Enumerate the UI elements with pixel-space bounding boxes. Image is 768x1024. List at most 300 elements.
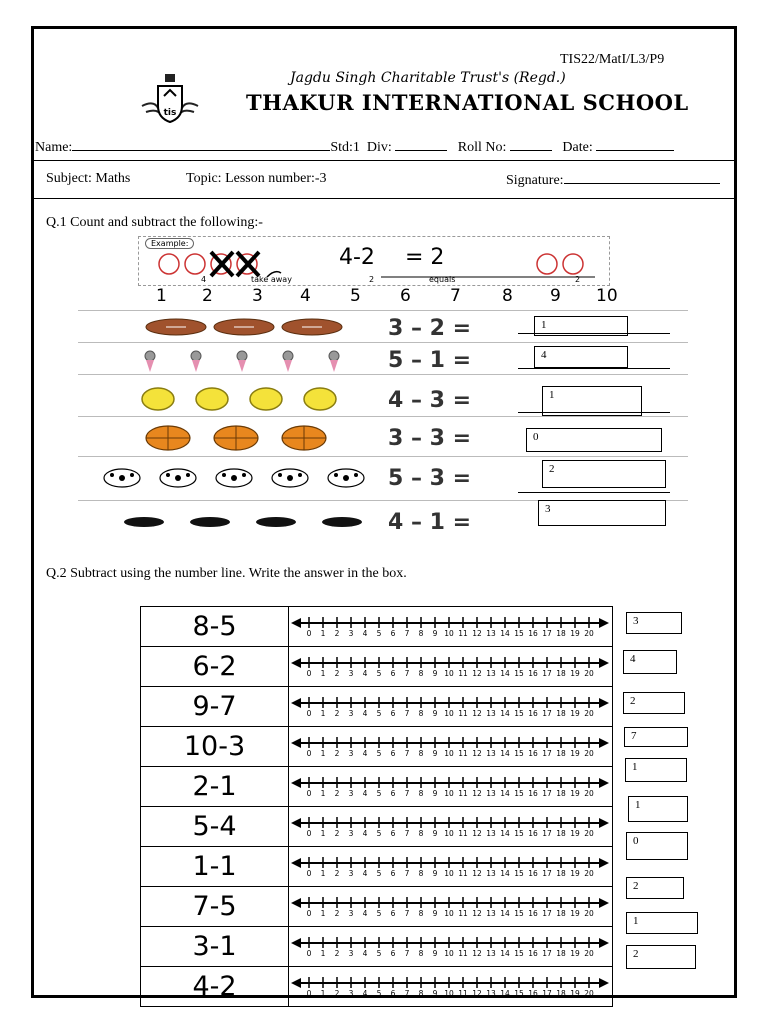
tick-label: 19	[570, 949, 580, 958]
tick-label: 20	[584, 629, 594, 638]
tick-label: 19	[570, 749, 580, 758]
row-divider	[78, 416, 688, 417]
tick-label: 5	[376, 789, 382, 798]
tick-label: 13	[486, 709, 496, 718]
tick-label: 3	[348, 669, 354, 678]
tick-label: 15	[514, 709, 524, 718]
tick-label: 11	[458, 629, 468, 638]
answer-box[interactable]: 1	[534, 316, 628, 336]
tick-label: 18	[556, 669, 566, 678]
tick-label: 5	[376, 669, 382, 678]
arrow-left-icon	[291, 778, 301, 788]
answer-box[interactable]: 1	[626, 912, 698, 934]
tick-label: 10	[444, 949, 454, 958]
example-box	[138, 236, 610, 286]
count-number: 7	[450, 286, 461, 306]
tick-label: 9	[432, 909, 438, 918]
roll-label: Roll No:	[457, 140, 507, 155]
basketball-icon	[144, 424, 334, 452]
tick-label: 15	[514, 829, 524, 838]
tick-label: 9	[432, 709, 438, 718]
arrow-right-icon	[599, 898, 609, 908]
tick-label: 15	[514, 909, 524, 918]
tick-label: 16	[528, 829, 538, 838]
arrow-left-icon	[291, 738, 301, 748]
tick-label: 17	[542, 909, 552, 918]
answer-line	[518, 412, 670, 413]
tick-label: 7	[404, 869, 410, 878]
tick-label: 6	[390, 749, 396, 758]
arrow-left-icon	[291, 658, 301, 668]
tick-label: 10	[444, 709, 454, 718]
tick-label: 0	[306, 909, 312, 918]
tick-label: 1	[320, 629, 326, 638]
tick-label: 20	[584, 989, 594, 998]
table-row	[141, 887, 613, 927]
topic-label: Topic: Lesson number:-3	[186, 171, 327, 186]
tick-label: 10	[444, 869, 454, 878]
tick-label: 17	[542, 989, 552, 998]
count-number: 5	[350, 286, 361, 306]
example-word: equals	[429, 275, 456, 284]
tick-label: 19	[570, 909, 580, 918]
tick-label: 16	[528, 909, 538, 918]
tick-label: 0	[306, 949, 312, 958]
tick-label: 10	[444, 629, 454, 638]
number-line	[289, 847, 612, 881]
answer-box[interactable]: 2	[623, 692, 685, 714]
row-divider	[78, 456, 688, 457]
tick-label: 5	[376, 629, 382, 638]
tick-label: 13	[486, 629, 496, 638]
tick-label: 18	[556, 909, 566, 918]
name-row	[35, 138, 674, 156]
row-divider	[78, 374, 688, 375]
divider	[31, 160, 737, 161]
tick-label: 3	[348, 949, 354, 958]
arrow-right-icon	[599, 778, 609, 788]
table-row	[141, 687, 613, 727]
tick-label: 18	[556, 709, 566, 718]
tick-label: 5	[376, 829, 382, 838]
answer-box[interactable]: 2	[542, 460, 666, 488]
tick-label: 6	[390, 669, 396, 678]
tick-label: 8	[418, 829, 424, 838]
tick-label: 7	[404, 789, 410, 798]
example-word: 4	[201, 275, 207, 284]
tick-label: 2	[334, 709, 340, 718]
tick-label: 16	[528, 949, 538, 958]
tick-label: 9	[432, 829, 438, 838]
tick-label: 5	[376, 749, 382, 758]
tick-label: 8	[418, 749, 424, 758]
tick-label: 8	[418, 909, 424, 918]
tick-label: 16	[528, 749, 538, 758]
tick-label: 4	[362, 909, 368, 918]
tick-label: 5	[376, 709, 382, 718]
school-logo-icon	[138, 72, 202, 126]
tick-label: 10	[444, 829, 454, 838]
count-number: 8	[502, 286, 513, 306]
tick-label: 14	[500, 789, 510, 798]
count-number: 10	[596, 286, 618, 306]
number-line	[289, 807, 612, 841]
example-word: take away	[251, 275, 292, 284]
football-icon	[144, 316, 364, 338]
roll-field[interactable]	[510, 138, 552, 151]
date-field[interactable]	[596, 138, 674, 151]
example-word: 2	[575, 275, 581, 284]
tick-label: 4	[362, 829, 368, 838]
tick-label: 19	[570, 629, 580, 638]
tick-label: 11	[458, 669, 468, 678]
table-row	[141, 727, 613, 767]
equation: 4 – 1 =	[388, 510, 472, 535]
tick-label: 10	[444, 909, 454, 918]
tick-label: 2	[334, 989, 340, 998]
tick-label: 20	[584, 709, 594, 718]
tick-label: 4	[362, 989, 368, 998]
arrow-left-icon	[291, 938, 301, 948]
example-illustration	[155, 249, 595, 285]
tick-label: 5	[376, 909, 382, 918]
tick-label: 10	[444, 669, 454, 678]
tick-label: 20	[584, 749, 594, 758]
tick-label: 11	[458, 949, 468, 958]
tick-label: 7	[404, 949, 410, 958]
tick-label: 9	[432, 989, 438, 998]
answer-box[interactable]: 1	[625, 758, 687, 782]
tick-label: 8	[418, 709, 424, 718]
answer-box[interactable]: 4	[623, 650, 677, 674]
answer-box[interactable]: 7	[624, 727, 688, 747]
school-name: THAKUR INTERNATIONAL SCHOOL	[246, 90, 689, 115]
tick-label: 3	[348, 829, 354, 838]
tick-label: 0	[306, 829, 312, 838]
tick-label: 15	[514, 989, 524, 998]
tick-label: 3	[348, 989, 354, 998]
number-line-cell	[289, 647, 613, 687]
arrow-left-icon	[291, 898, 301, 908]
tick-label: 10	[444, 989, 454, 998]
subtraction-problem: 1-1	[141, 847, 289, 887]
tick-label: 12	[472, 789, 482, 798]
arrow-left-icon	[291, 698, 301, 708]
tick-label: 8	[418, 789, 424, 798]
tick-label: 18	[556, 629, 566, 638]
number-line-cell	[289, 847, 613, 887]
tick-label: 12	[472, 869, 482, 878]
tick-label: 3	[348, 629, 354, 638]
tick-label: 1	[320, 789, 326, 798]
tick-label: 14	[500, 829, 510, 838]
tick-label: 12	[472, 709, 482, 718]
tick-label: 16	[528, 869, 538, 878]
name-field[interactable]	[72, 138, 330, 151]
tick-label: 8	[418, 949, 424, 958]
date-label: Date:	[562, 140, 593, 155]
row-divider	[78, 310, 688, 311]
tick-label: 6	[390, 709, 396, 718]
tick-label: 15	[514, 869, 524, 878]
example-answer: = 2	[405, 245, 445, 270]
table-row	[141, 647, 613, 687]
tick-label: 3	[348, 709, 354, 718]
equation: 3 – 2 =	[388, 316, 472, 341]
tick-label: 16	[528, 789, 538, 798]
number-line	[289, 967, 612, 1001]
example-word: 2	[369, 275, 375, 284]
ice-cream-icon	[138, 348, 358, 374]
tick-label: 9	[432, 869, 438, 878]
tick-label: 4	[362, 789, 368, 798]
tick-label: 11	[458, 989, 468, 998]
tick-label: 19	[570, 669, 580, 678]
tick-label: 7	[404, 709, 410, 718]
subtraction-problem: 4-2	[141, 967, 289, 1007]
tick-label: 1	[320, 869, 326, 878]
tick-label: 7	[404, 829, 410, 838]
tick-label: 1	[320, 709, 326, 718]
answer-box[interactable]: 0	[526, 428, 662, 452]
tick-label: 12	[472, 669, 482, 678]
answer-line	[518, 333, 670, 334]
tick-label: 14	[500, 989, 510, 998]
tick-label: 16	[528, 709, 538, 718]
answer-box[interactable]: 3	[538, 500, 666, 526]
number-line	[289, 727, 612, 761]
tick-label: 9	[432, 629, 438, 638]
tick-label: 5	[376, 949, 382, 958]
equation: 5 – 1 =	[388, 348, 472, 373]
tick-label: 13	[486, 949, 496, 958]
tick-label: 15	[514, 949, 524, 958]
trust-name: Jagdu Singh Charitable Trust's (Regd.)	[290, 70, 566, 86]
tick-label: 17	[542, 749, 552, 758]
number-line-cell	[289, 967, 613, 1007]
tick-label: 13	[486, 789, 496, 798]
answer-box[interactable]: 1	[628, 796, 688, 822]
div-field[interactable]	[395, 138, 447, 151]
tick-label: 19	[570, 789, 580, 798]
subtraction-problem: 9-7	[141, 687, 289, 727]
answer-box[interactable]: 2	[626, 877, 684, 899]
tick-label: 3	[348, 789, 354, 798]
tick-label: 17	[542, 789, 552, 798]
tick-label: 8	[418, 869, 424, 878]
arrow-right-icon	[599, 858, 609, 868]
hockey-puck-icon	[124, 514, 374, 530]
example-equation: 4-2	[339, 245, 375, 270]
tick-label: 1	[320, 989, 326, 998]
tick-label: 20	[584, 949, 594, 958]
tick-label: 20	[584, 669, 594, 678]
number-line	[289, 887, 612, 921]
table-row	[141, 767, 613, 807]
tick-label: 9	[432, 749, 438, 758]
count-number: 2	[202, 286, 213, 306]
tick-label: 4	[362, 709, 368, 718]
tick-label: 9	[432, 669, 438, 678]
tick-label: 17	[542, 629, 552, 638]
tick-label: 0	[306, 669, 312, 678]
tick-label: 1	[320, 949, 326, 958]
arrow-left-icon	[291, 618, 301, 628]
tick-label: 14	[500, 869, 510, 878]
arrow-right-icon	[599, 698, 609, 708]
tick-label: 18	[556, 989, 566, 998]
tick-label: 11	[458, 909, 468, 918]
count-number: 9	[550, 286, 561, 306]
number-line-cell	[289, 767, 613, 807]
tick-label: 18	[556, 949, 566, 958]
logo-text: tis	[163, 108, 177, 118]
number-line	[289, 647, 612, 681]
div-label: Div:	[366, 140, 392, 155]
std-label: Std:1	[330, 140, 360, 155]
subtraction-problem: 6-2	[141, 647, 289, 687]
q2-table	[140, 606, 613, 1007]
tick-label: 19	[570, 869, 580, 878]
tick-label: 6	[390, 909, 396, 918]
number-line-cell	[289, 887, 613, 927]
tick-label: 0	[306, 629, 312, 638]
tennis-ball-icon	[140, 386, 350, 412]
tick-label: 20	[584, 869, 594, 878]
tick-label: 16	[528, 669, 538, 678]
answer-box[interactable]: 2	[626, 945, 696, 969]
arrow-right-icon	[599, 618, 609, 628]
tick-label: 14	[500, 629, 510, 638]
tick-label: 2	[334, 629, 340, 638]
tick-label: 14	[500, 669, 510, 678]
subtraction-problem: 2-1	[141, 767, 289, 807]
count-number: 4	[300, 286, 311, 306]
tick-label: 4	[362, 629, 368, 638]
tick-label: 14	[500, 909, 510, 918]
tick-label: 8	[418, 669, 424, 678]
tick-label: 8	[418, 629, 424, 638]
subtraction-problem: 7-5	[141, 887, 289, 927]
arrow-right-icon	[599, 738, 609, 748]
tick-label: 17	[542, 829, 552, 838]
tick-label: 4	[362, 869, 368, 878]
tick-label: 1	[320, 909, 326, 918]
tick-label: 11	[458, 829, 468, 838]
answer-box[interactable]: 3	[626, 612, 682, 634]
tick-label: 2	[334, 749, 340, 758]
tick-label: 17	[542, 869, 552, 878]
example-label: Example:	[145, 238, 194, 249]
answer-box[interactable]: 4	[534, 346, 628, 368]
q1-exercise	[78, 230, 688, 540]
tick-label: 3	[348, 869, 354, 878]
answer-box[interactable]: 1	[542, 386, 642, 416]
row-divider	[78, 342, 688, 343]
number-line	[289, 607, 612, 641]
tick-label: 17	[542, 709, 552, 718]
tick-label: 12	[472, 989, 482, 998]
tick-label: 12	[472, 829, 482, 838]
tick-label: 18	[556, 789, 566, 798]
tick-label: 2	[334, 789, 340, 798]
arrow-right-icon	[599, 818, 609, 828]
tick-label: 19	[570, 709, 580, 718]
tick-label: 11	[458, 789, 468, 798]
tick-label: 6	[390, 949, 396, 958]
tick-label: 20	[584, 829, 594, 838]
tick-label: 1	[320, 829, 326, 838]
answer-line	[518, 368, 670, 369]
tick-label: 13	[486, 669, 496, 678]
answer-box[interactable]: 0	[626, 832, 688, 860]
tick-label: 17	[542, 949, 552, 958]
subtraction-problem: 3-1	[141, 927, 289, 967]
q1-title: Q.1 Count and subtract the following:-	[46, 215, 263, 230]
arrow-right-icon	[599, 658, 609, 668]
number-line-cell	[289, 687, 613, 727]
tick-label: 15	[514, 629, 524, 638]
arrow-left-icon	[291, 858, 301, 868]
tick-label: 4	[362, 749, 368, 758]
tick-label: 7	[404, 909, 410, 918]
tick-label: 0	[306, 989, 312, 998]
subtraction-problem: 8-5	[141, 607, 289, 647]
tick-label: 14	[500, 949, 510, 958]
tick-label: 18	[556, 749, 566, 758]
tick-label: 7	[404, 749, 410, 758]
table-row	[141, 807, 613, 847]
tick-label: 7	[404, 629, 410, 638]
tick-label: 7	[404, 669, 410, 678]
table-row	[141, 967, 613, 1007]
table-row	[141, 927, 613, 967]
divider	[31, 198, 737, 199]
tick-label: 13	[486, 869, 496, 878]
table-row	[141, 607, 613, 647]
tick-label: 16	[528, 989, 538, 998]
number-line	[289, 927, 612, 961]
tick-label: 2	[334, 869, 340, 878]
number-line	[289, 767, 612, 801]
tick-label: 1	[320, 749, 326, 758]
tick-label: 13	[486, 829, 496, 838]
tick-label: 11	[458, 709, 468, 718]
tick-label: 8	[418, 989, 424, 998]
tick-label: 3	[348, 909, 354, 918]
tick-label: 9	[432, 949, 438, 958]
tick-label: 12	[472, 749, 482, 758]
tick-label: 14	[500, 709, 510, 718]
arrow-left-icon	[291, 818, 301, 828]
tick-label: 6	[390, 869, 396, 878]
tick-label: 12	[472, 629, 482, 638]
tick-label: 15	[514, 749, 524, 758]
number-line-cell	[289, 727, 613, 767]
answer-line	[518, 492, 670, 493]
tick-label: 4	[362, 949, 368, 958]
tick-label: 12	[472, 949, 482, 958]
number-line-cell	[289, 607, 613, 647]
signature-field[interactable]	[564, 171, 720, 184]
number-line	[289, 687, 612, 721]
equation: 5 – 3 =	[388, 466, 472, 491]
arrow-left-icon	[291, 978, 301, 988]
count-number: 3	[252, 286, 263, 306]
tick-label: 2	[334, 829, 340, 838]
signature-label: Signature:	[506, 173, 564, 188]
tick-label: 6	[390, 989, 396, 998]
